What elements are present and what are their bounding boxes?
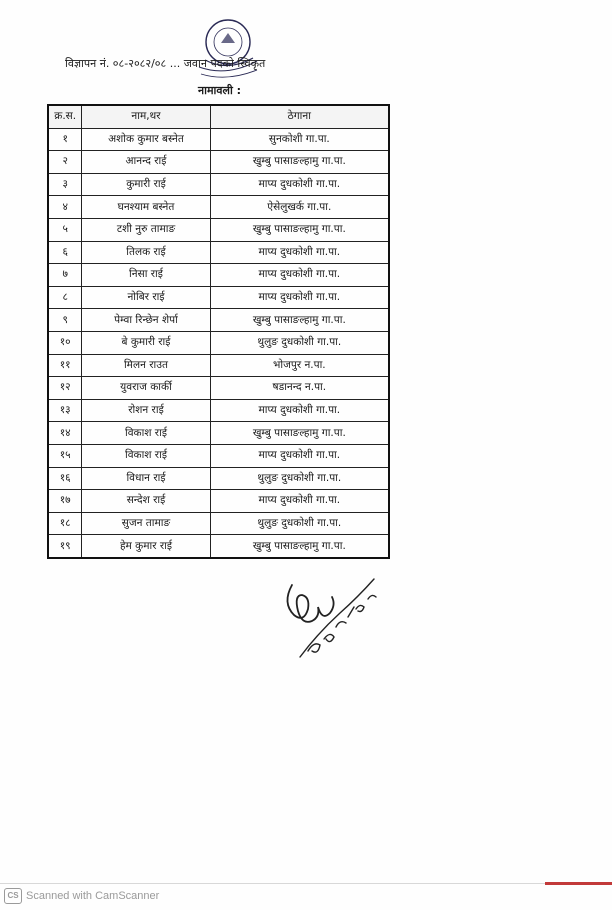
camscanner-label: Scanned with CamScanner xyxy=(26,890,160,902)
name-cell: टशी नुरु तामाङ xyxy=(82,218,210,241)
serial-cell: १३ xyxy=(48,399,82,422)
notice-heading: विज्ञापन नं. ०८-२०८२/०८ ... जवान पदको स्विकृत xyxy=(65,57,266,70)
address-cell: भोजपुर न.पा. xyxy=(210,354,389,377)
serial-cell: ९ xyxy=(48,309,82,332)
serial-cell: १२ xyxy=(48,377,82,400)
name-cell: युवराज कार्की xyxy=(82,377,210,400)
table-row xyxy=(48,173,389,196)
table-row xyxy=(48,286,389,309)
name-cell: सुजन तामाङ xyxy=(82,512,210,535)
address-cell: माप्य दुधकोशी गा.पा. xyxy=(210,286,389,309)
column-header-name: नाम,थर xyxy=(82,105,210,128)
table-row xyxy=(48,264,389,287)
address-cell: माप्य दुधकोशी गा.पा. xyxy=(210,444,389,467)
name-cell: आनन्द राई xyxy=(82,151,210,174)
name-cell: मिलन राउत xyxy=(82,354,210,377)
address-cell: थुलुङ दुधकोशी गा.पा. xyxy=(210,467,389,490)
table-row xyxy=(48,535,389,558)
address-cell: माप्य दुधकोशी गा.पा. xyxy=(210,399,389,422)
name-cell: हेम कुमार राई xyxy=(82,535,210,558)
footer-accent-strip xyxy=(545,882,612,885)
name-cell: अशोक कुमार बस्नेत xyxy=(82,128,210,151)
name-cell: कुमारी राई xyxy=(82,173,210,196)
table-row xyxy=(48,422,389,445)
address-cell: खुम्बु पासाङल्हामु गा.पा. xyxy=(210,309,389,332)
serial-cell: १ xyxy=(48,128,82,151)
name-cell: बे कुमारी राई xyxy=(82,331,210,354)
serial-cell: ८ xyxy=(48,286,82,309)
table-row xyxy=(48,241,389,264)
address-cell: माप्य दुधकोशी गा.पा. xyxy=(210,173,389,196)
table-row xyxy=(48,218,389,241)
selected-candidates-table xyxy=(47,104,390,559)
office-stamp-seal xyxy=(183,12,273,87)
address-cell: खुम्बु पासाङल्हामु गा.पा. xyxy=(210,422,389,445)
name-cell: तिलक राई xyxy=(82,241,210,264)
name-cell: पेम्वा रिन्छेन शेर्पा xyxy=(82,309,210,332)
address-cell: षडानन्द न.पा. xyxy=(210,377,389,400)
table-row xyxy=(48,399,389,422)
address-cell: ऐसेलुखर्क गा.पा. xyxy=(210,196,389,219)
column-header-address: ठेगाना xyxy=(210,105,389,128)
footer-divider xyxy=(0,883,612,884)
serial-cell: १० xyxy=(48,331,82,354)
column-header-serial: क्र.स. xyxy=(48,105,82,128)
serial-cell: ७ xyxy=(48,264,82,287)
table-row xyxy=(48,196,389,219)
address-cell: माप्य दुधकोशी गा.पा. xyxy=(210,490,389,513)
serial-cell: ३ xyxy=(48,173,82,196)
name-cell: विधान राई xyxy=(82,467,210,490)
serial-cell: ४ xyxy=(48,196,82,219)
serial-cell: ५ xyxy=(48,218,82,241)
serial-cell: १९ xyxy=(48,535,82,558)
address-cell: सुनकोशी गा.पा. xyxy=(210,128,389,151)
name-cell: निसा राई xyxy=(82,264,210,287)
serial-cell: १६ xyxy=(48,467,82,490)
serial-cell: ११ xyxy=(48,354,82,377)
notice-heading-subtitle: नामावली : xyxy=(198,84,242,97)
camscanner-logo-icon: CS xyxy=(4,888,22,904)
name-cell: घनश्याम बस्नेत xyxy=(82,196,210,219)
name-cell: रोशन राई xyxy=(82,399,210,422)
table-row xyxy=(48,309,389,332)
table-row xyxy=(48,444,389,467)
table-row xyxy=(48,128,389,151)
name-cell: विकाश राई xyxy=(82,422,210,445)
serial-cell: ६ xyxy=(48,241,82,264)
address-cell: खुम्बु पासाङल्हामु गा.पा. xyxy=(210,151,389,174)
serial-cell: १८ xyxy=(48,512,82,535)
serial-cell: १५ xyxy=(48,444,82,467)
address-cell: थुलुङ दुधकोशी गा.पा. xyxy=(210,512,389,535)
address-cell: थुलुङ दुधकोशी गा.पा. xyxy=(210,331,389,354)
table-row xyxy=(48,354,389,377)
address-cell: माप्य दुधकोशी गा.पा. xyxy=(210,264,389,287)
address-cell: खुम्बु पासाङल्हामु गा.पा. xyxy=(210,218,389,241)
table-header-row xyxy=(48,105,389,128)
name-cell: विकाश राई xyxy=(82,444,210,467)
table-row xyxy=(48,377,389,400)
table-row xyxy=(48,467,389,490)
address-cell: माप्य दुधकोशी गा.पा. xyxy=(210,241,389,264)
table-row xyxy=(48,331,389,354)
name-cell: सन्देश राई xyxy=(82,490,210,513)
table-row xyxy=(48,151,389,174)
serial-cell: २ xyxy=(48,151,82,174)
table-row xyxy=(48,512,389,535)
handwritten-signature xyxy=(278,565,383,665)
serial-cell: १४ xyxy=(48,422,82,445)
name-cell: नोबिर राई xyxy=(82,286,210,309)
table-row xyxy=(48,490,389,513)
serial-cell: १७ xyxy=(48,490,82,513)
address-cell: खुम्बु पासाङल्हामु गा.पा. xyxy=(210,535,389,558)
camscanner-watermark xyxy=(4,888,159,904)
